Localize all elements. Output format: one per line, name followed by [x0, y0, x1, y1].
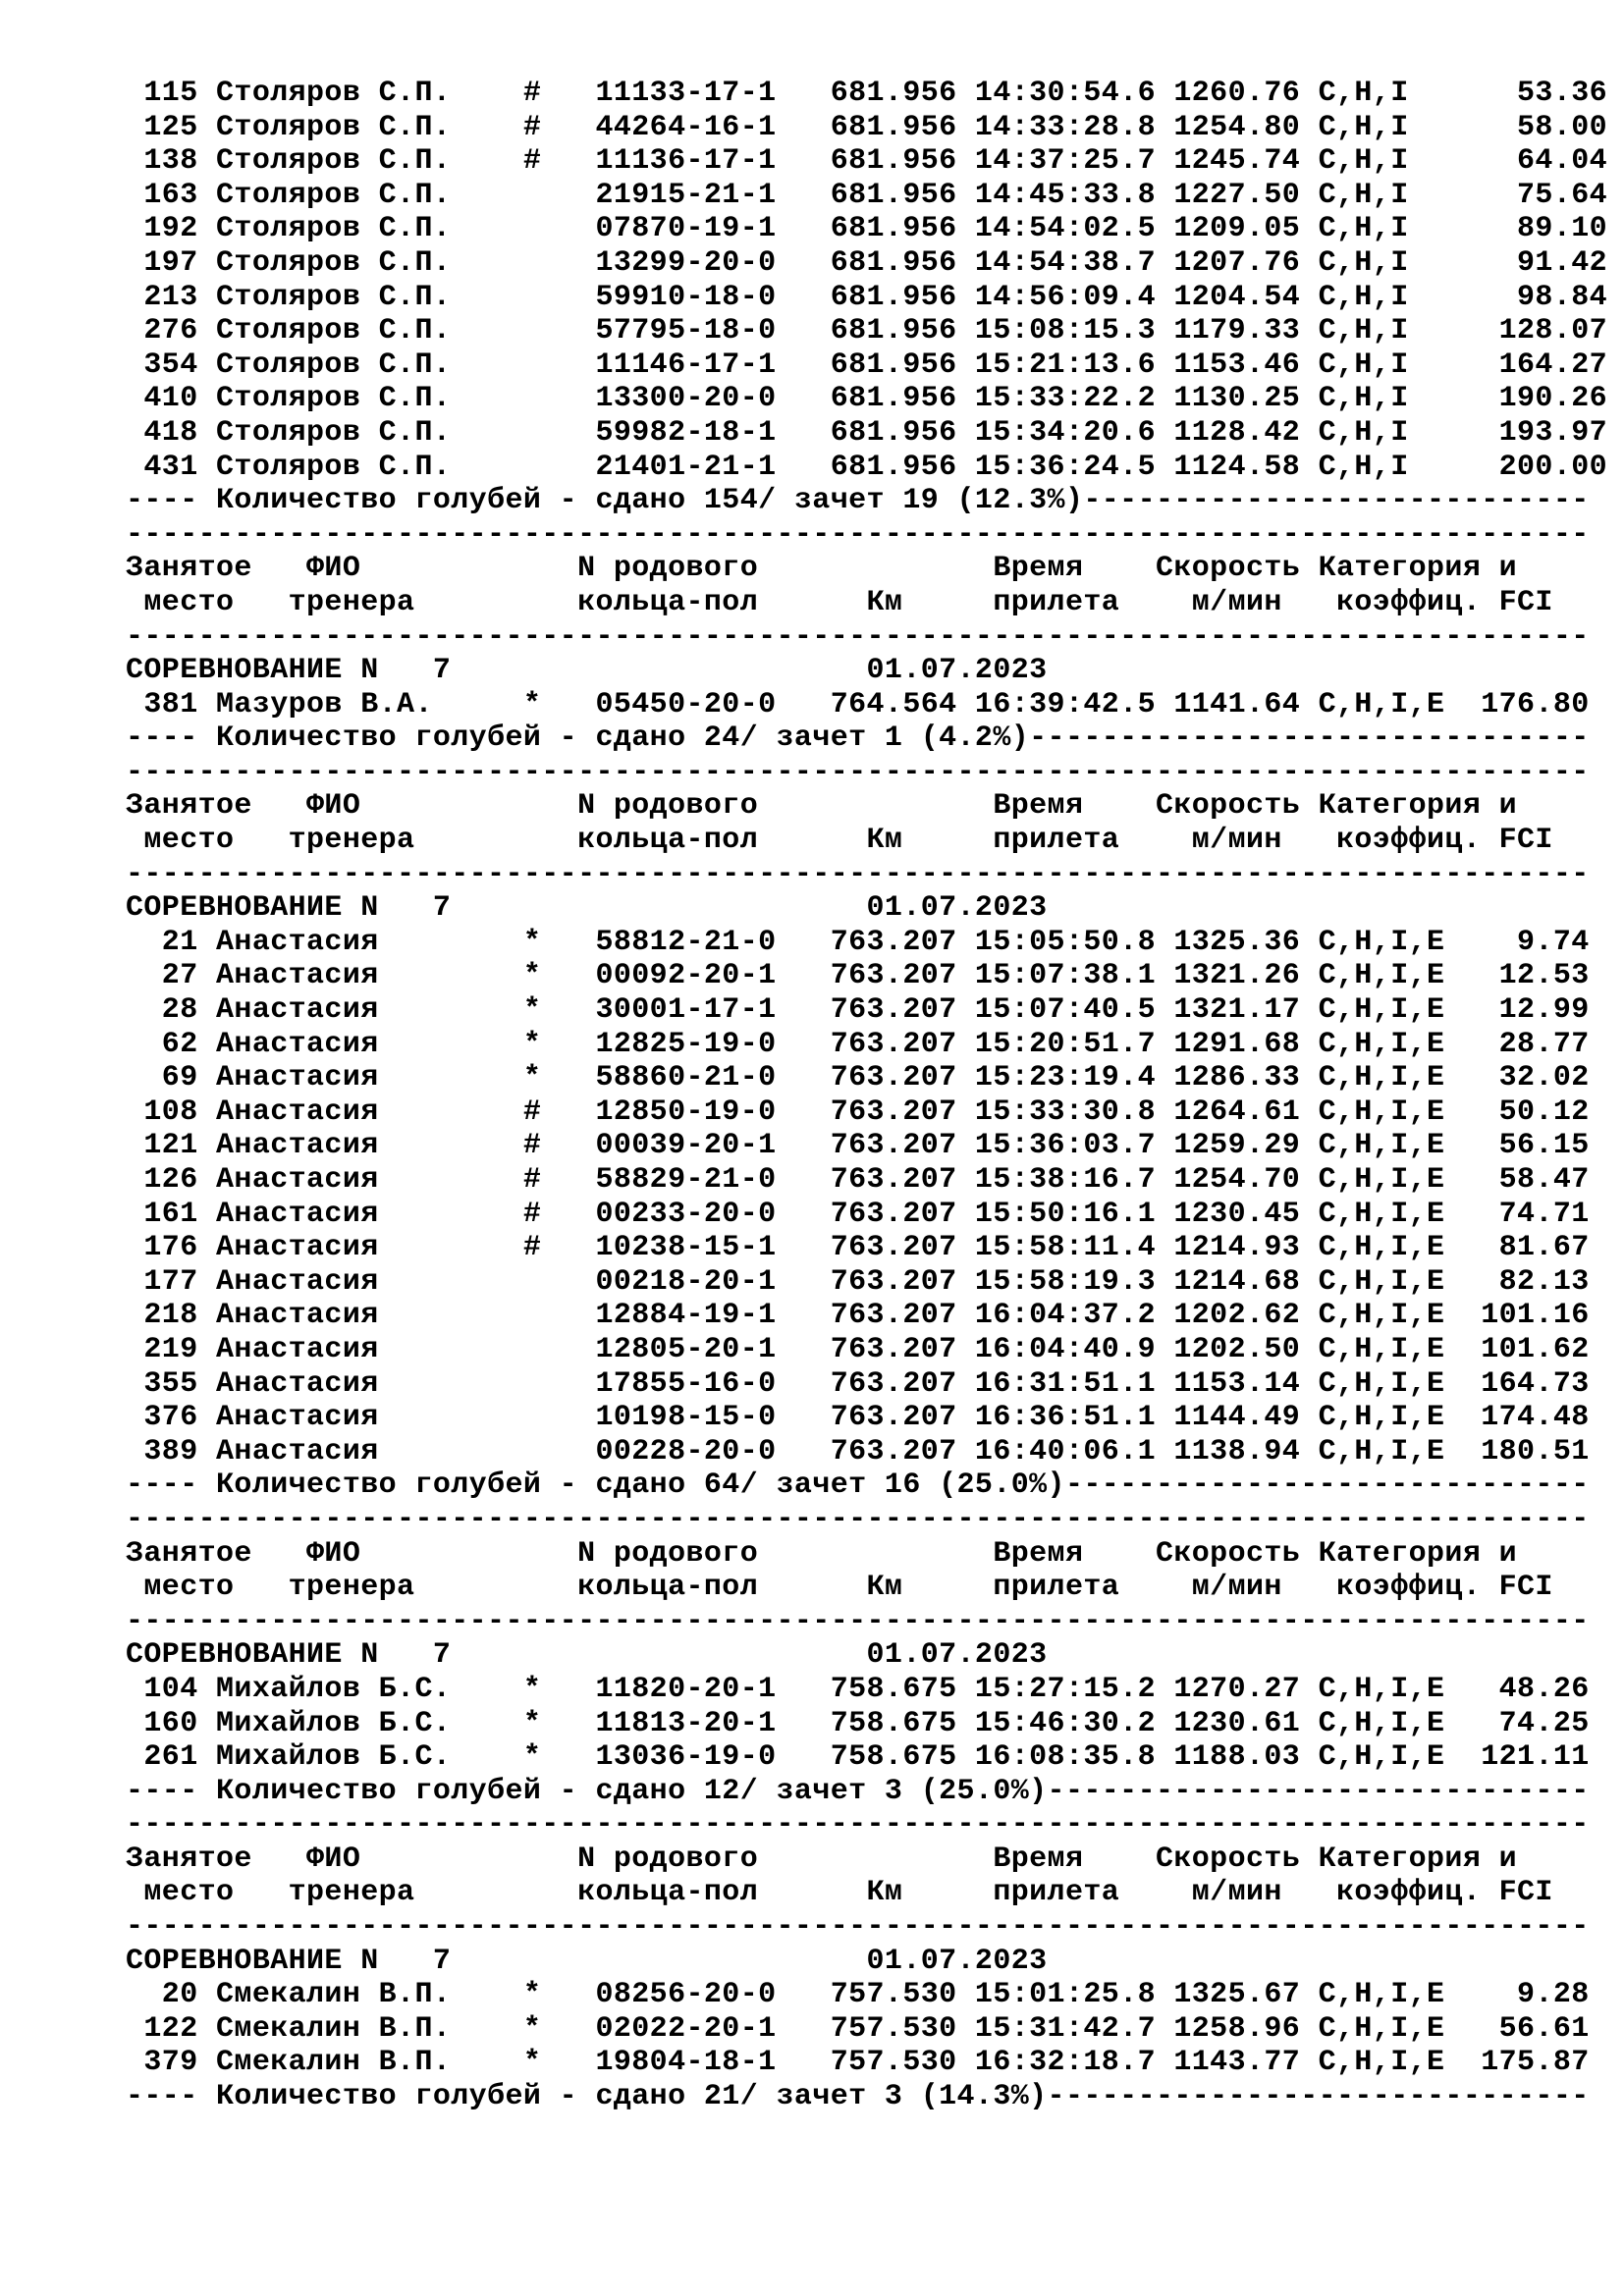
separator-line: ---------------------------------------------------------------------------------	[126, 1910, 1590, 1945]
competition-block	[126, 756, 1607, 1503]
separator-line: ---------------------------------------------------------------------------------	[126, 1808, 1590, 1842]
result-row: 138 Столяров С.П. # 11136-17-1 681.956 14:37:25.7 1245.74 C,H,I 64.04	[126, 144, 1608, 179]
separator-line: ---------------------------------------------------------------------------------	[126, 1604, 1590, 1638]
result-row: 163 Столяров С.П. 21915-21-1 681.956 14:45:33.8 1227.50 C,H,I 75.64	[126, 178, 1608, 212]
result-row: 381 Мазуров В.А. * 05450-20-0 764.564 16:39:42.5 1141.64 C,H,I,E 176.80	[126, 687, 1590, 721]
result-row: 125 Столяров С.П. # 44264-16-1 681.956 14:33:28.8 1254.80 C,H,I 58.00	[126, 110, 1608, 144]
column-header-line-1: Занятое ФИО N родового Время Скорость Категория и	[126, 789, 1518, 824]
result-row: 62 Анастасия * 12825-19-0 763.207 15:20:51.7 1291.68 C,H,I,E 28.77	[126, 1027, 1590, 1061]
result-row: 431 Столяров С.П. 21401-21-1 681.956 15:36:24.5 1124.58 C,H,I 200.00	[126, 450, 1608, 484]
result-row: 355 Анастасия 17855-16-0 763.207 16:31:51.1 1153.14 C,H,I,E 164.73	[126, 1366, 1590, 1401]
result-row: 379 Смекалин В.П. * 19804-18-1 757.530 16:32:18.7 1143.77 C,H,I,E 175.87	[126, 2046, 1590, 2080]
competition-title: СОРЕВНОВАНИЕ N 7 01.07.2023	[126, 654, 1048, 688]
separator-line: ---------------------------------------------------------------------------------	[126, 857, 1590, 891]
result-row: 108 Анастасия # 12850-19-0 763.207 15:33:30.8 1264.61 C,H,I,E 50.12	[126, 1095, 1590, 1129]
column-header-line-2: место тренера кольца-пол Км прилета м/мин коэффиц. FCI	[126, 585, 1553, 619]
result-row: 21 Анастасия * 58812-21-0 763.207 15:05:50.8 1325.36 C,H,I,E 9.74	[126, 925, 1590, 959]
competition-block	[126, 518, 1607, 756]
column-header-line-2: место тренера кольца-пол Км прилета м/мин коэффиц. FCI	[126, 824, 1553, 858]
result-row: 176 Анастасия # 10238-15-1 763.207 15:58:11.4 1214.93 C,H,I,E 81.67	[126, 1231, 1590, 1265]
result-row: 261 Михайлов Б.С. * 13036-19-0 758.675 16:08:35.8 1188.03 C,H,I,E 121.11	[126, 1740, 1590, 1775]
result-row: 177 Анастасия 00218-20-1 763.207 15:58:19.3 1214.68 C,H,I,E 82.13	[126, 1264, 1590, 1299]
separator-line: ---------------------------------------------------------------------------------	[126, 755, 1590, 789]
column-header-line-2: место тренера кольца-пол Км прилета м/мин коэффиц. FCI	[126, 1571, 1553, 1605]
separator-line: ---------------------------------------------------------------------------------	[126, 1502, 1590, 1536]
result-row: 354 Столяров С.П. 11146-17-1 681.956 15:21:13.6 1153.46 C,H,I 164.27	[126, 347, 1608, 382]
result-row: 126 Анастасия # 58829-21-0 763.207 15:38:16.7 1254.70 C,H,I,E 58.47	[126, 1163, 1590, 1197]
result-row: 389 Анастасия 00228-20-0 763.207 16:40:06.1 1138.94 C,H,I,E 180.51	[126, 1434, 1590, 1468]
first-block	[126, 77, 1607, 518]
block-summary: ---- Количество голубей - сдано 154/ зачет 19 (12.3%)----------------------------	[126, 484, 1590, 518]
result-row: 213 Столяров С.П. 59910-18-0 681.956 14:56:09.4 1204.54 C,H,I 98.84	[126, 280, 1608, 314]
result-row: 418 Столяров С.П. 59982-18-1 681.956 15:34:20.6 1128.42 C,H,I 193.97	[126, 415, 1608, 450]
column-header-line-1: Занятое ФИО N родового Время Скорость Категория и	[126, 1842, 1518, 1876]
competition-title: СОРЕВНОВАНИЕ N 7 01.07.2023	[126, 1638, 1048, 1673]
result-row: 28 Анастасия * 30001-17-1 763.207 15:07:40.5 1321.17 C,H,I,E 12.99	[126, 993, 1590, 1028]
separator-line: ---------------------------------------------------------------------------------	[126, 517, 1590, 552]
result-row: 197 Столяров С.П. 13299-20-0 681.956 14:54:38.7 1207.76 C,H,I 91.42	[126, 245, 1608, 280]
result-row: 192 Столяров С.П. 07870-19-1 681.956 14:54:02.5 1209.05 C,H,I 89.10	[126, 212, 1608, 246]
competition-title: СОРЕВНОВАНИЕ N 7 01.07.2023	[126, 1944, 1048, 1978]
result-row: 121 Анастасия # 00039-20-1 763.207 15:36:03.7 1259.29 C,H,I,E 56.15	[126, 1129, 1590, 1163]
results-document	[126, 77, 1607, 2114]
result-row: 218 Анастасия 12884-19-1 763.207 16:04:37.2 1202.62 C,H,I,E 101.16	[126, 1299, 1590, 1333]
competition-title: СОРЕВНОВАНИЕ N 7 01.07.2023	[126, 891, 1048, 926]
column-header-line-1: Занятое ФИО N родового Время Скорость Категория и	[126, 552, 1518, 586]
result-row: 161 Анастасия # 00233-20-0 763.207 15:50:16.1 1230.45 C,H,I,E 74.71	[126, 1197, 1590, 1231]
column-header-line-2: место тренера кольца-пол Км прилета м/мин коэффиц. FCI	[126, 1876, 1553, 1910]
block-summary: ---- Количество голубей - сдано 64/ зачет 16 (25.0%)-----------------------------	[126, 1468, 1590, 1503]
result-row: 410 Столяров С.П. 13300-20-0 681.956 15:33:22.2 1130.25 C,H,I 190.26	[126, 382, 1608, 416]
block-summary: ---- Количество голубей - сдано 24/ зачет 1 (4.2%)-------------------------------	[126, 721, 1590, 756]
result-row: 276 Столяров С.П. 57795-18-0 681.956 15:08:15.3 1179.33 C,H,I 128.07	[126, 314, 1608, 348]
block-summary: ---- Количество голубей - сдано 21/ зачет 3 (14.3%)------------------------------	[126, 2080, 1590, 2114]
column-header-line-1: Занятое ФИО N родового Время Скорость Категория и	[126, 1536, 1518, 1571]
result-row: 122 Смекалин В.П. * 02022-20-1 757.530 15:31:42.7 1258.96 C,H,I,E 56.61	[126, 2011, 1590, 2046]
result-row: 27 Анастасия * 00092-20-1 763.207 15:07:38.1 1321.26 C,H,I,E 12.53	[126, 959, 1590, 993]
result-row: 69 Анастасия * 58860-21-0 763.207 15:23:19.4 1286.33 C,H,I,E 32.02	[126, 1061, 1590, 1095]
result-row: 104 Михайлов Б.С. * 11820-20-1 758.675 15:27:15.2 1270.27 C,H,I,E 48.26	[126, 1672, 1590, 1706]
result-row: 219 Анастасия 12805-20-1 763.207 16:04:40.9 1202.50 C,H,I,E 101.62	[126, 1332, 1590, 1366]
separator-line: ---------------------------------------------------------------------------------	[126, 619, 1590, 654]
result-row: 115 Столяров С.П. # 11133-17-1 681.956 14:30:54.6 1260.76 C,H,I 53.36	[126, 77, 1608, 110]
result-row: 20 Смекалин В.П. * 08256-20-0 757.530 15:01:25.8 1325.67 C,H,I,E 9.28	[126, 1978, 1590, 2012]
result-row: 160 Михайлов Б.С. * 11813-20-1 758.675 15:46:30.2 1230.61 C,H,I,E 74.25	[126, 1706, 1590, 1740]
block-summary: ---- Количество голубей - сдано 12/ зачет 3 (25.0%)------------------------------	[126, 1774, 1590, 1808]
result-row: 376 Анастасия 10198-15-0 763.207 16:36:51.1 1144.49 C,H,I,E 174.48	[126, 1401, 1590, 1435]
competition-block	[126, 1808, 1607, 2113]
competition-block	[126, 1503, 1607, 1808]
